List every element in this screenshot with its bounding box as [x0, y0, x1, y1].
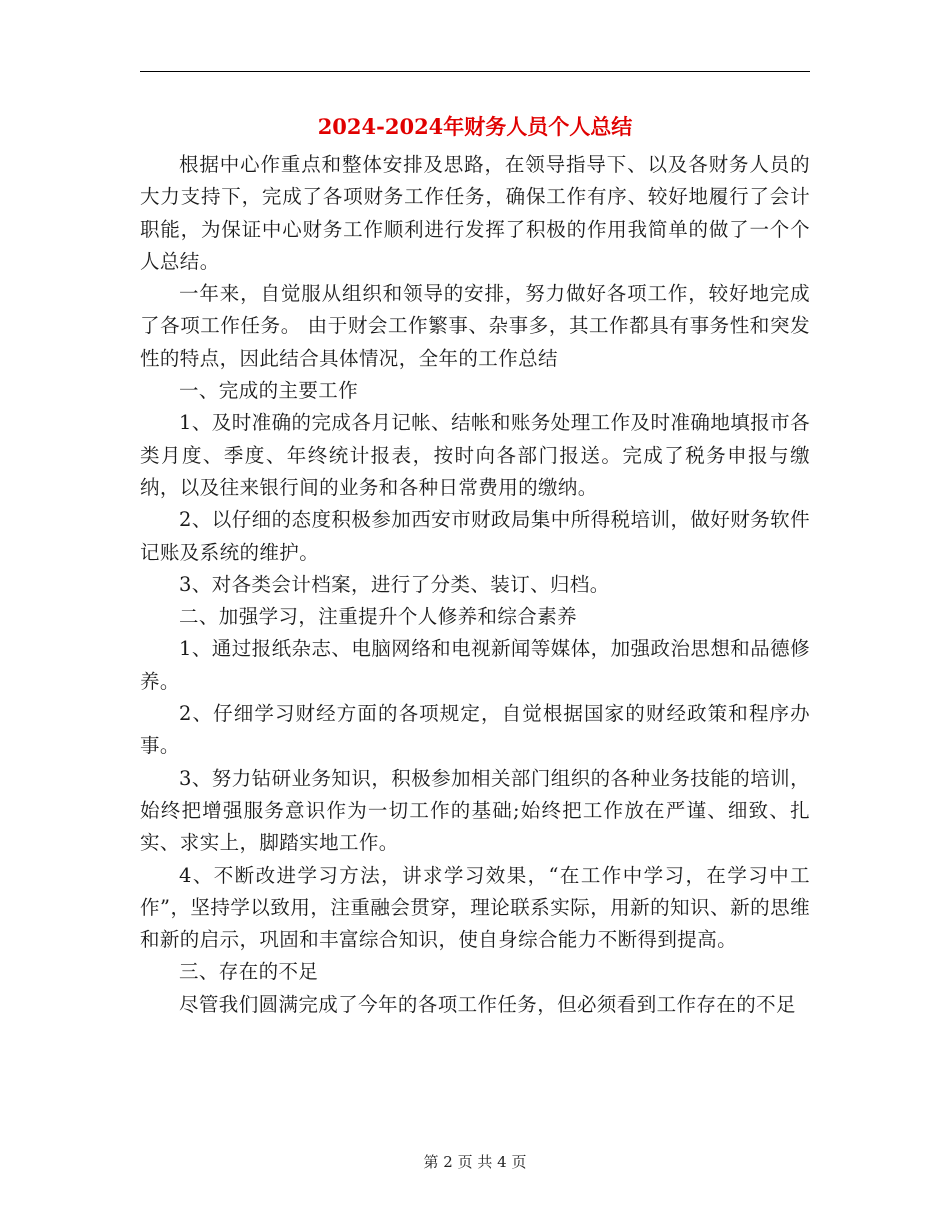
section-heading-1: 一、完成的主要工作	[179, 379, 359, 403]
document-title: 2024-2024年财务人员个人总结	[317, 114, 633, 139]
paragraph-item: 2、仔细学习财经方面的各项规定，自觉根据国家的财经政策和程序办事。	[140, 702, 810, 758]
paragraph-item: 1、通过报纸杂志、电脑网络和电视新闻等媒体，加强政治思想和品德修养。	[140, 637, 810, 693]
paragraph-item: 3、努力钻研业务知识，积极参加相关部门组织的各种业务技能的培训，始终把增强服务意识作为一切工作的基础;始终把工作放在严谨、细致、扎实、求实上，脚踏实地工作。	[140, 766, 810, 855]
document-body	[140, 149, 810, 1021]
paragraph-shortcomings: 尽管我们圆满完成了今年的各项工作任务，但必须看到工作存在的不足	[179, 992, 796, 1016]
paragraph-intro: 根据中心作重点和整体安排及思路，在领导指导下、以及各财务人员的大力支持下，完成了各项财务工作任务，确保工作有序、较好地履行了会计职能，为保证中心财务工作顺利进行发挥了积极的作用我简单的做了一个个人总结。	[140, 153, 810, 273]
section-heading-2: 二、加强学习，注重提升个人修养和综合素养	[179, 605, 578, 629]
paragraph-item: 4、不断改进学习方法，讲求学习效果，“在工作中学习，在学习中工作”，坚持学以致用，注重融会贯穿，理论联系实际，用新的知识、新的思维和新的启示，巩固和丰富综合知识，使自身综合能力不断得到提高。	[140, 863, 810, 952]
section-heading-3: 三、存在的不足	[179, 960, 319, 984]
paragraph-overview: 一年来，自觉服从组织和领导的安排，努力做好各项工作，较好地完成了各项工作任务。 由于财会工作繁事、杂事多，其工作都具有事务性和突发性的特点，因此结合具体情况，全年的工作总结	[140, 282, 810, 370]
paragraph-item: 3、对各类会计档案，进行了分类、装订、归档。	[179, 572, 610, 596]
paragraph-item: 1、及时准确的完成各月记帐、结帐和账务处理工作及时准确地填报市各类月度、季度、年终统计报表，按时向各部门报送。完成了税务申报与缴纳，以及往来银行间的业务和各种日常费用的缴纳。	[140, 411, 810, 499]
header-rule	[140, 71, 810, 72]
page-number: 第 2 页 共 4 页	[423, 1153, 527, 1171]
paragraph-item: 2、以仔细的态度积极参加西安市财政局集中所得税培训，做好财务软件记账及系统的维护。	[140, 508, 810, 564]
